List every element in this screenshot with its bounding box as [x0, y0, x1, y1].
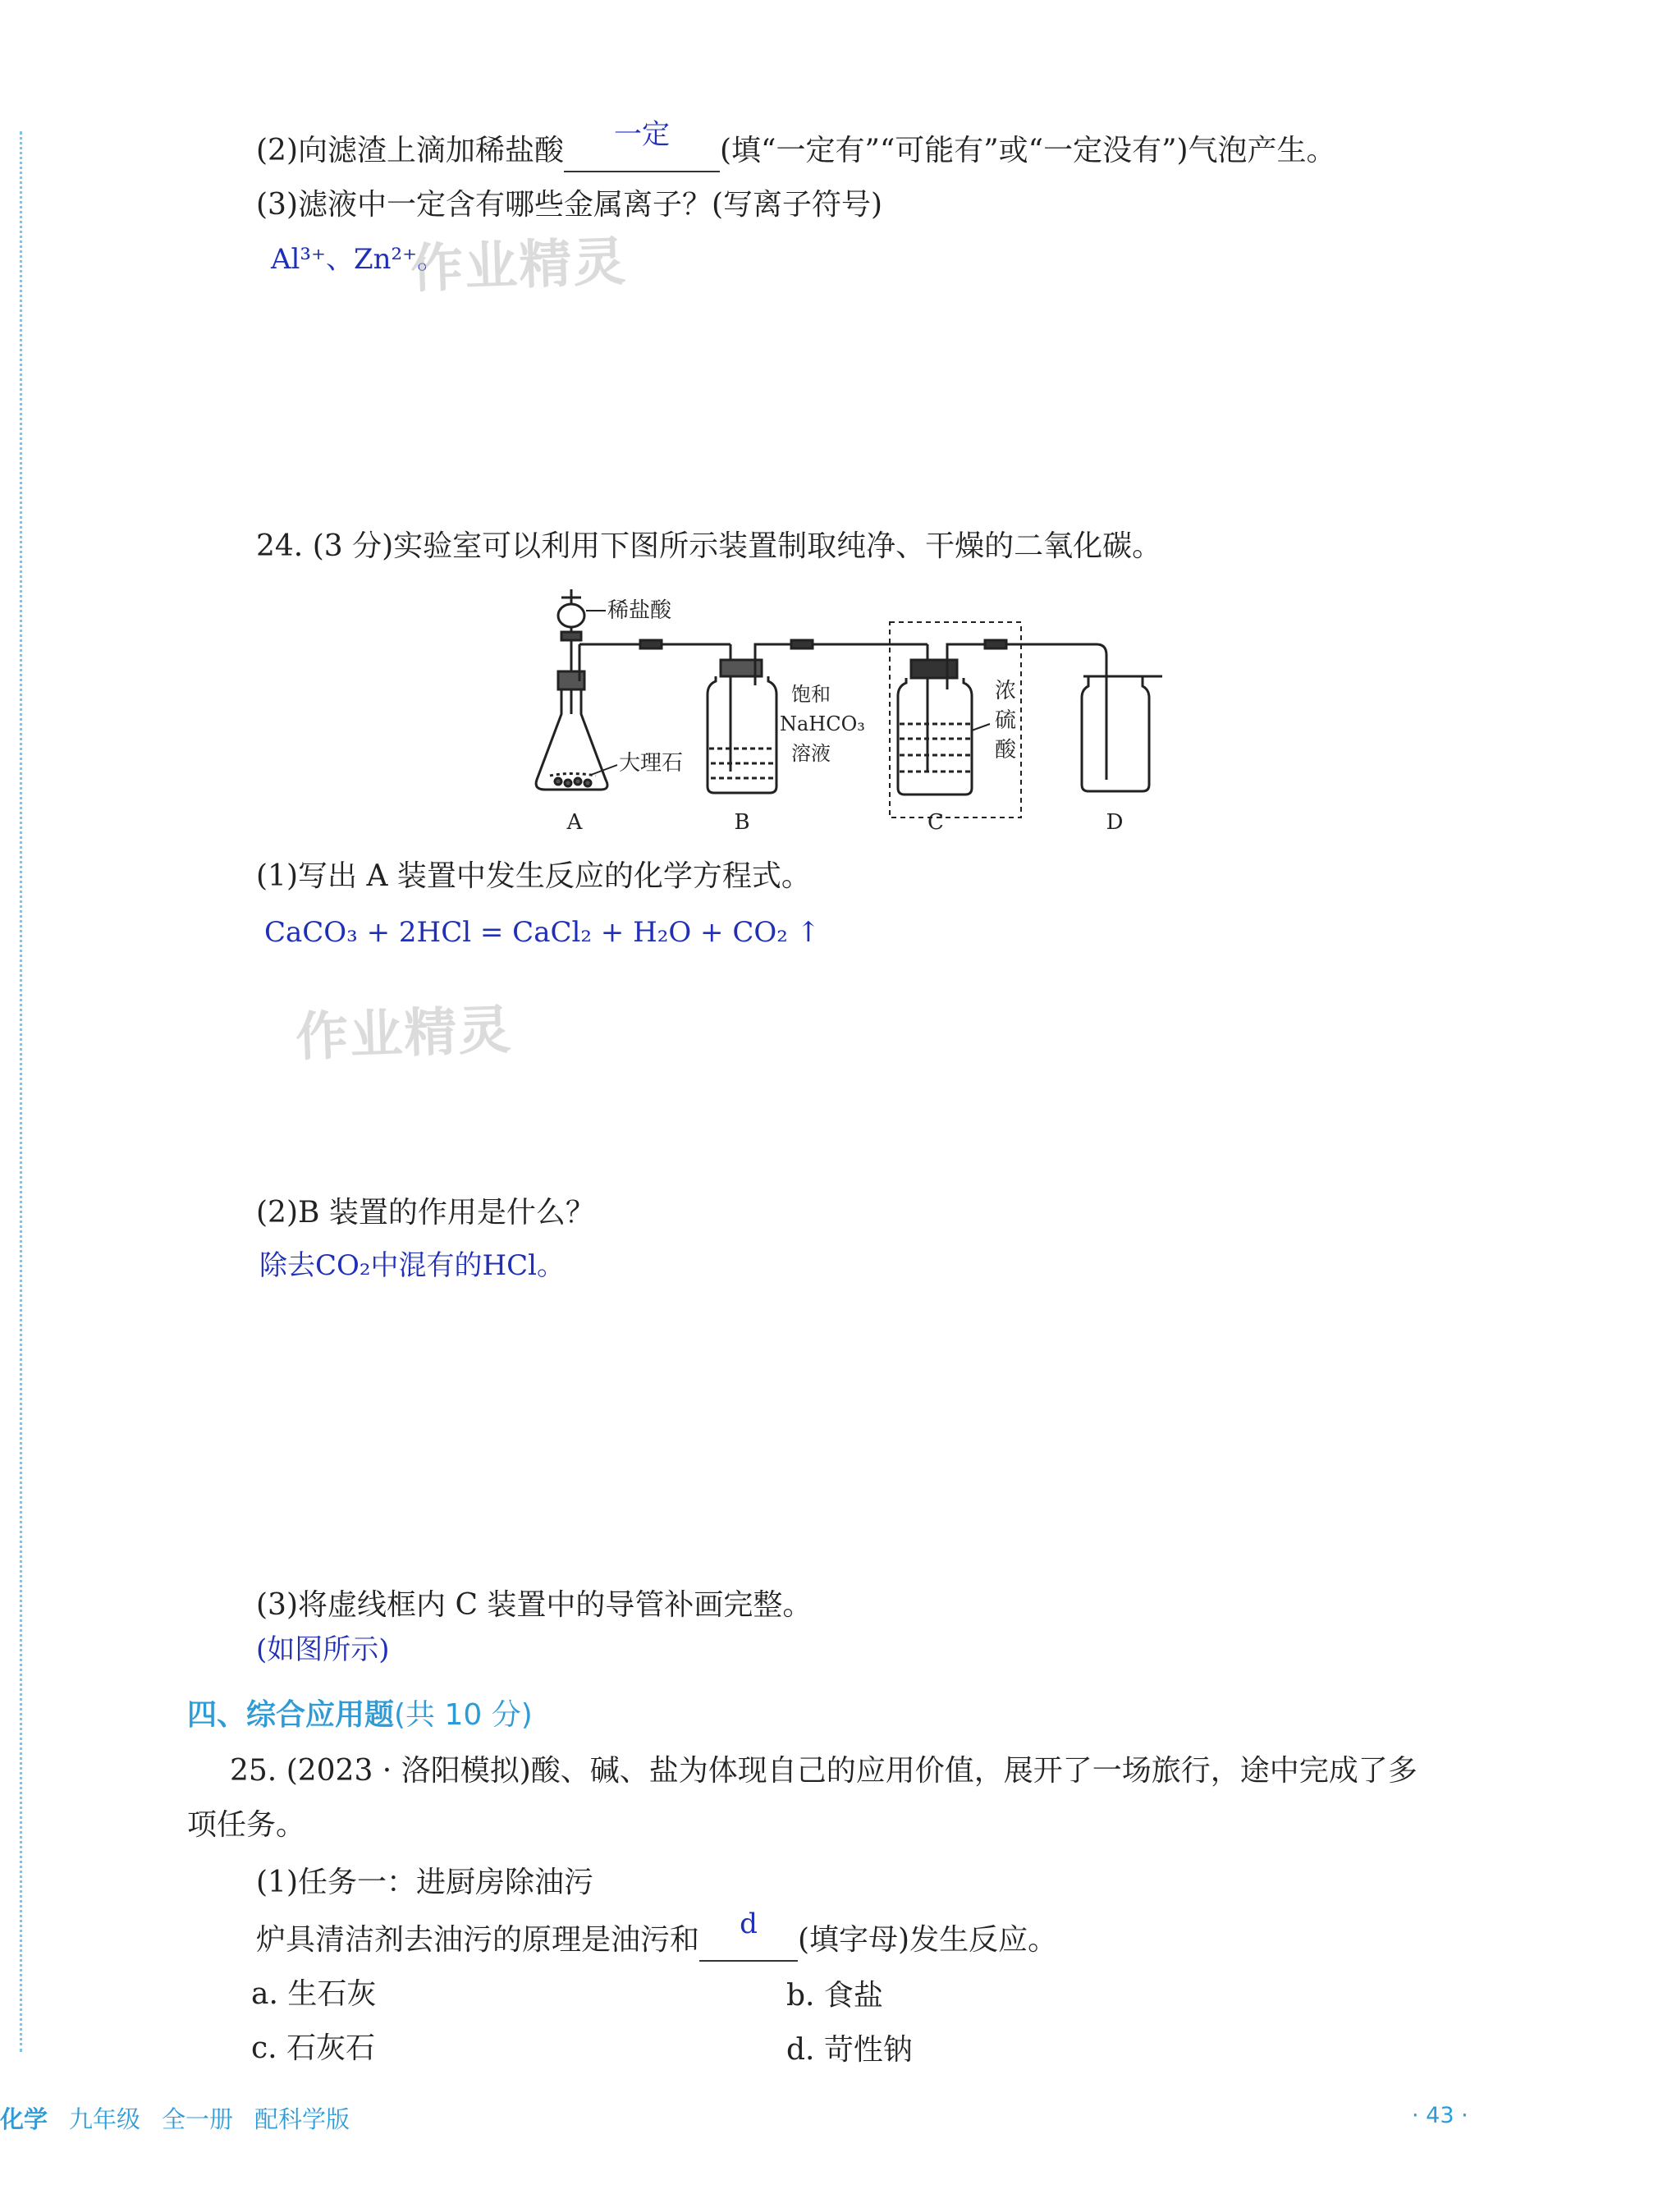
q25-option-d: d. 苛性钠: [786, 2033, 913, 2067]
footer-book-info: 化学 九年级 全一册 配科学版: [0, 2105, 350, 2133]
q25-task1: (1)任务一：进厨房除油污: [256, 1866, 593, 1899]
q25-line2: 项任务。: [187, 1808, 306, 1842]
q25-option-a: a. 生石灰: [251, 1977, 377, 2011]
label-b: B: [734, 810, 750, 835]
binding-margin-dots: [20, 131, 22, 2052]
label-c: C: [927, 810, 944, 835]
co2-apparatus-figure: [525, 575, 1182, 845]
apparatus-c: [898, 660, 990, 795]
q24-part3-question: (3)将虚线框内 C 装置中的导管补画完整。: [256, 1588, 813, 1622]
page-number: · 43 ·: [1412, 2103, 1468, 2128]
watermark-2: 作业精灵: [294, 1000, 514, 1069]
tube-b-c: [755, 640, 927, 772]
q24-part1-answer: CaCO₃ + 2HCl = CaCl₂ + H₂O + CO₂ ↑: [264, 916, 821, 949]
label-c-3: 酸: [995, 738, 1017, 763]
section4-heading: 四、综合应用题(共 10 分): [187, 1698, 533, 1732]
label-b-2: NaHCO₃: [780, 712, 865, 735]
label-marble: 大理石: [619, 751, 684, 776]
label-b-3: 溶液: [791, 742, 831, 765]
q24-part1-question: (1)写出 A 装置中发生反应的化学方程式。: [256, 859, 811, 893]
label-a: A: [566, 810, 583, 835]
q24-part2-question: (2)B 装置的作用是什么？: [256, 1196, 595, 1230]
q24-part2-answer: 除去CO₂中混有的HCl。: [259, 1249, 566, 1282]
watermark: 作业精灵: [409, 231, 629, 300]
q25-option-c: c. 石灰石: [251, 2031, 376, 2065]
q23-part3-answer: Al³⁺、Zn²⁺。: [271, 243, 446, 276]
q23-part3-question: (3)滤液中一定含有哪些金属离子？(写离子符号): [256, 188, 883, 222]
label-d: D: [1106, 810, 1124, 835]
q25-line1: 25. (2023 · 洛阳模拟)酸、碱、盐为体现自己的应用价值，展开了一场旅行，途中完成了多: [230, 1754, 1418, 1788]
q24-part3-answer: (如图所示): [256, 1633, 390, 1666]
apparatus-a: [536, 589, 617, 790]
q25-blank: d: [699, 1921, 798, 1962]
label-c-2: 硫: [995, 708, 1017, 733]
label-acid: 稀盐酸: [607, 598, 672, 623]
q25-option-b: b. 食盐: [786, 1979, 883, 2013]
apparatus-d: [1082, 676, 1162, 791]
q25-blank-line: 炉具清洁剂去油污的原理是油污和 d (填字母)发生反应。: [256, 1921, 1057, 1962]
q24-title: 24. (3 分)实验室可以利用下图所示装置制取纯净、干燥的二氧化碳。: [256, 529, 1162, 563]
label-b-1: 饱和: [791, 683, 831, 706]
label-c-1: 浓: [995, 679, 1017, 703]
q23-part2-blank: 一定: [564, 131, 720, 172]
apparatus-b: [708, 660, 776, 793]
q23-part2: (2)向滤渣上滴加稀盐酸 一定 (填“一定有”“可能有”或“一定没有”)气泡产生。: [256, 131, 1336, 172]
